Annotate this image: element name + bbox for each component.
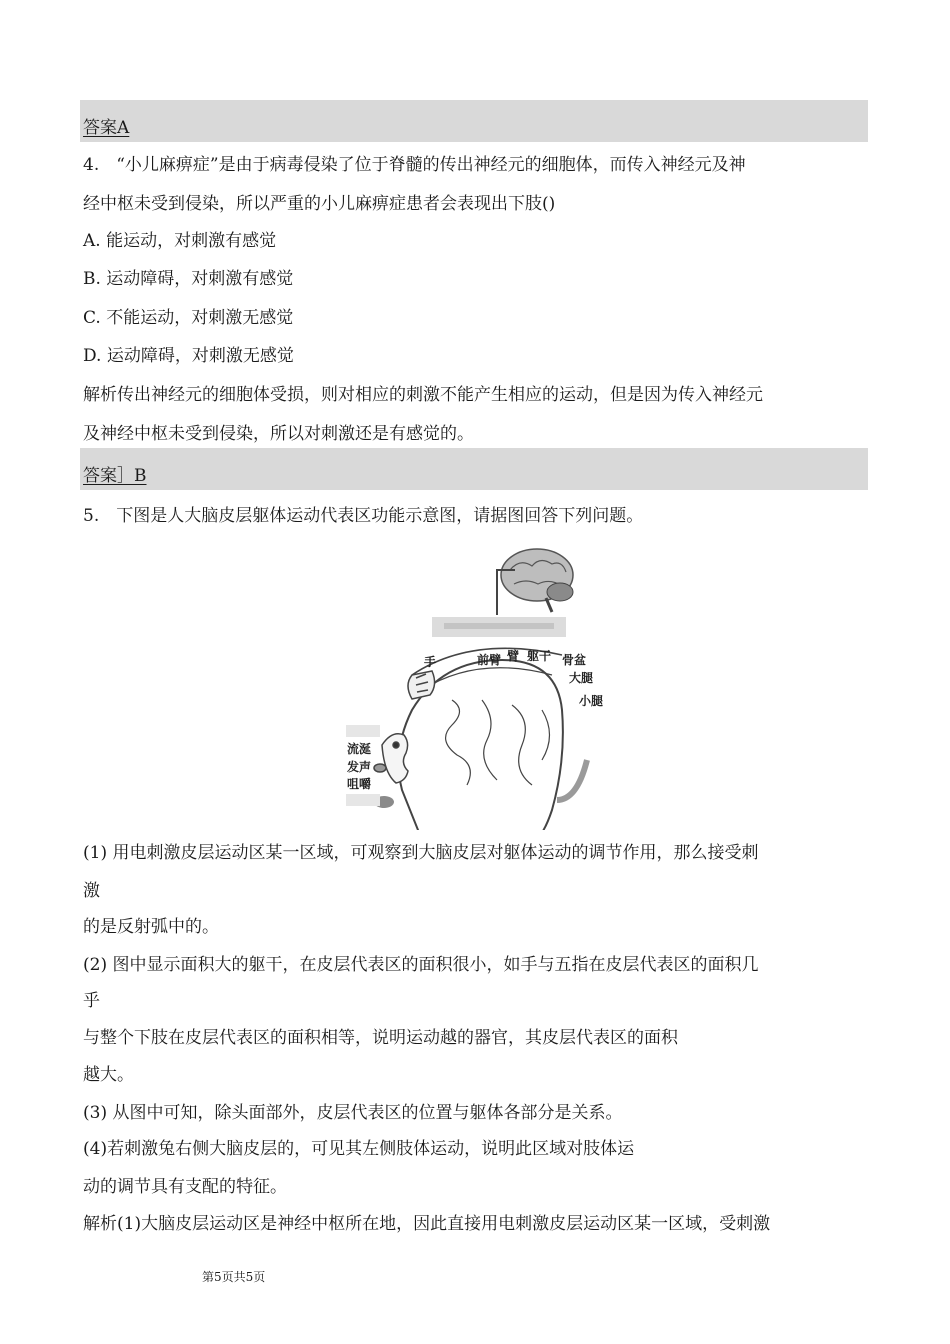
label-voice: 发声 [347,760,372,774]
label-forearm: 前臂 [477,653,502,667]
q4-line-2: 经中枢未受到侵染，所以严重的小儿麻痹症患者会表现出下肢() [83,194,556,214]
q4-option-b: B. 运动障碍，对刺激有感觉 [83,269,294,289]
q5-line-10: 动的调节具有支配的特征。 [83,1177,287,1197]
page-footer: 第5页共5页 [202,1270,266,1284]
q4-option-d: D. 运动障碍，对刺激无感觉 [83,346,294,366]
label-pelvis: 骨盆 [562,653,587,667]
q4-line-1: 4. “小儿麻痹症”是由于病毒侵染了位于脊髓的传出神经元的细胞体，而传入神经元及神 [83,155,746,175]
motor-cortex-diagram [332,540,622,830]
q5-line-7: 越大。 [83,1065,134,1085]
answer-a: 答案A [83,118,130,138]
label-calf: 小腿 [579,694,604,708]
q4-analysis-line-1: 解析传出神经元的细胞体受损，则对相应的刺激不能产生相应的运动，但是因为传入神经元 [83,385,763,405]
q5-line-8: (3) 从图中可知，除头面部外，皮层代表区的位置与躯体各部分是关系。 [83,1103,623,1123]
q5-line-6: 与整个下肢在皮层代表区的面积相等，说明运动越的器官，其皮层代表区的面积 [83,1028,678,1048]
q5-line-4: (2) 图中显示面积大的躯干，在皮层代表区的面积很小，如手与五指在皮层代表区的面积几 [83,955,759,975]
answer-b: 答案］B [83,466,147,486]
label-chew: 咀嚼 [347,777,372,791]
q5-line-5: 乎 [83,991,100,1011]
answer-band-2 [80,448,868,490]
q4-analysis-line-2: 及神经中枢未受到侵染，所以对刺激还是有感觉的。 [83,424,474,444]
label-drool: 流涎 [347,742,372,756]
q5-line-1: (1) 用电刺激皮层运动区某一区域，可观察到大脑皮层对躯体运动的调节作用，那么接受刺 [83,843,759,863]
q5-title: 5. 下图是人大脑皮层躯体运动代表区功能示意图，请据图回答下列问题。 [83,506,644,526]
q5-line-2: 激 [83,881,100,901]
q4-option-c: C. 不能运动，对刺激无感觉 [83,308,294,328]
label-thigh: 大腿 [569,671,594,685]
q5-line-11: 解析(1)大脑皮层运动区是神经中枢所在地，因此直接用电刺激皮层运动区某一区域，受刺激 [83,1214,771,1234]
blurred-label [346,794,380,806]
hand-icon [408,671,435,699]
q5-line-3: 的是反射弧中的。 [83,917,219,937]
q5-line-9: (4)若刺激兔右侧大脑皮层的，可见其左侧肢体运动，说明此区域对肢体运 [83,1139,635,1159]
blurred-label [346,725,380,737]
answer-band-1 [80,100,868,142]
face-icon [374,734,408,783]
label-hand: 手 [424,655,437,669]
motor-cortex-figure [332,540,622,830]
q4-option-a: A. 能运动，对刺激有感觉 [83,231,277,251]
label-trunk: 躯干 [527,649,552,663]
label-arm: 臂 [507,649,520,663]
brain-thumbnail-icon [501,549,573,612]
